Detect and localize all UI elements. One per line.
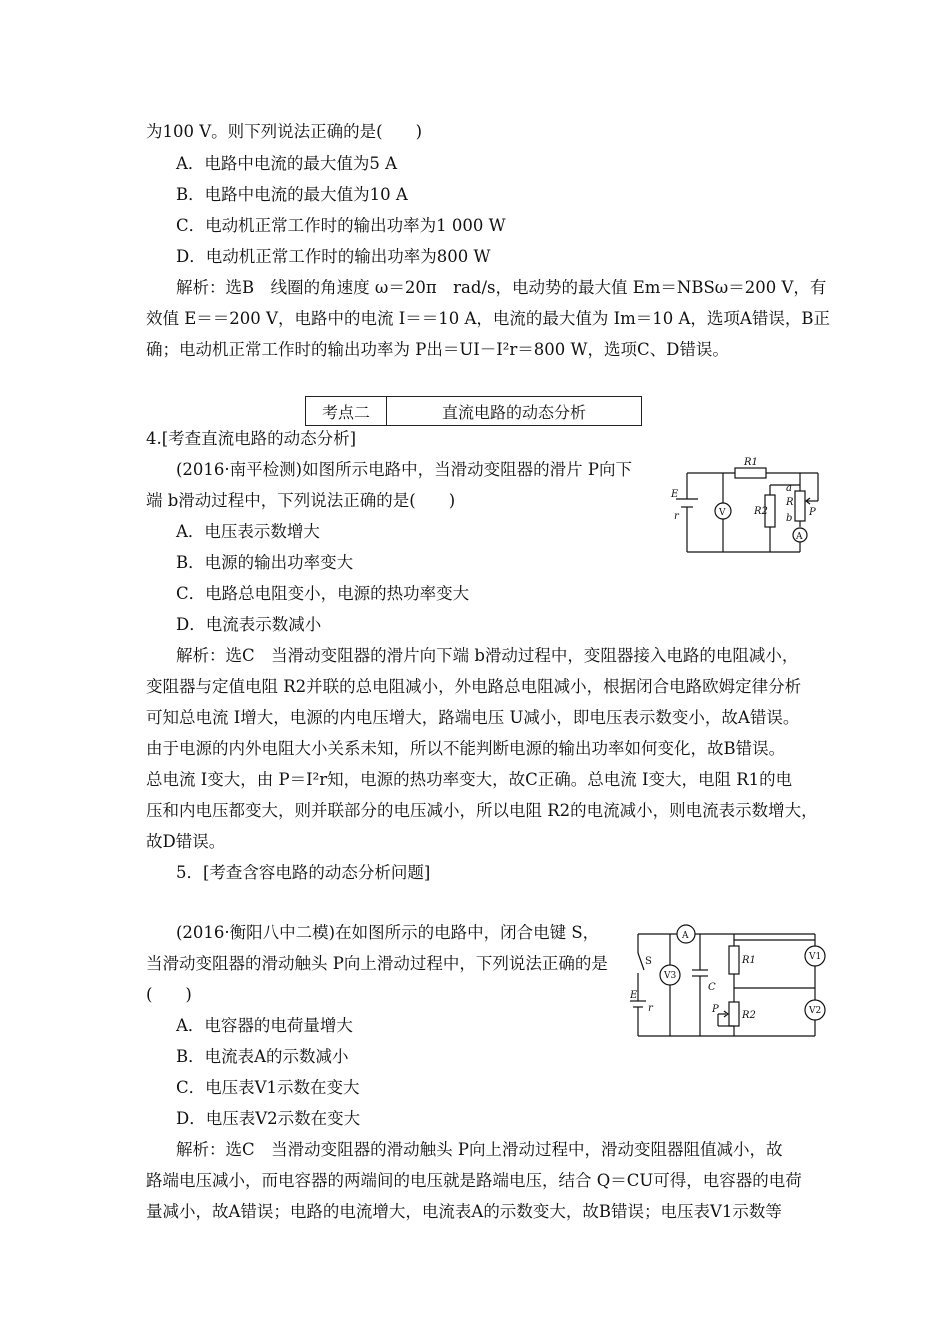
q4-label-r: R xyxy=(786,497,794,508)
q4-label-r2: R2 xyxy=(754,506,768,517)
q5-stem-line: (2016·衡阳八中二模)在如图所示的电路中，闭合电键 S， xyxy=(176,923,600,942)
q3-solution-line: 确；电动机正常工作时的输出功率为 P出＝UI－I²r＝800 W，选项C、D错误。 xyxy=(146,340,729,359)
q4-label-a: a xyxy=(786,483,792,494)
q4-label-p: P xyxy=(809,507,816,518)
q5-voltmeter-v3-label: V3 xyxy=(664,971,677,981)
q5-option-b: B．电流表A的示数减小 xyxy=(176,1047,349,1066)
q4-option-a: A．电压表示数增大 xyxy=(176,522,320,541)
q3-solution-line: 效值 E＝＝200 V，电路中的电流 I＝＝10 A，电流的最大值为 Im＝10 A，选项A错误，B正 xyxy=(146,309,830,328)
q4-option-c: C．电路总电阻变小，电源的热功率变大 xyxy=(176,584,470,603)
q5-solution-line: 量减小，故A错误；电路的电流增大，电流表A的示数变大，故B错误；电压表V1示数等 xyxy=(146,1202,782,1221)
q4-label-r-internal: r xyxy=(674,511,679,522)
q4-solution-line: 总电流 I变大，由 P＝I²r知，电源的热功率变大，故C正确。总电流 I变大，电阻 R1的电 xyxy=(146,770,793,789)
q5-voltmeter-v1-label: V1 xyxy=(809,952,822,962)
q5-label-switch: S xyxy=(645,956,652,967)
q4-solution-line: 解析：选C 当滑动变阻器的滑片向下端 b滑动过程中，变阻器接入电路的电阻减小， xyxy=(176,646,799,665)
q3-solution-line: 解析：选B 线圈的角速度 ω＝20π rad/s，电动势的最大值 Em＝NBSω＝200 V，有 xyxy=(176,278,827,297)
q4-solution-line: 故D错误。 xyxy=(146,832,226,851)
q5-solution-line: 路端电压减小，而电容器的两端间的电压就是路端电压，结合 Q＝CU可得，电容器的电荷 xyxy=(146,1171,802,1190)
q5-label-r1: R1 xyxy=(742,955,756,966)
q3-option-c: C．电动机正常工作时的输出功率为1 000 W xyxy=(176,216,506,235)
q4-solution-line: 由于电源的内外电阻大小关系未知，所以不能判断电源的输出功率如何变化，故B错误。 xyxy=(146,739,786,758)
q5-label-r-internal: r xyxy=(648,1003,653,1014)
q5-stem-line: ( ) xyxy=(146,985,192,1004)
q5-label-r2: R2 xyxy=(742,1010,756,1021)
q4-ammeter-label: A xyxy=(796,532,803,542)
q5-label-p: P xyxy=(712,1004,719,1015)
q5-option-a: A．电容器的电荷量增大 xyxy=(176,1016,353,1035)
q3-option-a: A．电路中电流的最大值为5 A xyxy=(176,154,398,173)
q3-stem-end: 为100 V。则下列说法正确的是( ) xyxy=(146,122,423,141)
q5-solution-line: 解析：选C 当滑动变阻器的滑动触头 P向上滑动过程中，滑动变阻器阻值减小，故 xyxy=(176,1140,783,1159)
q4-stem-line: 端 b滑动过程中，下列说法正确的是( ) xyxy=(146,491,456,510)
section-header xyxy=(305,396,642,426)
q4-solution-line: 变阻器与定值电阻 R2并联的总电阻减小，外电路总电阻减小，根据闭合电路欧姆定律分析 xyxy=(146,677,802,696)
q4-stem-line: (2016·南平检测)如图所示电路中，当滑动变阻器的滑片 P向下 xyxy=(176,460,632,479)
q4-option-d: D．电流表示数减小 xyxy=(176,615,322,634)
section-label: 考点二 xyxy=(306,397,387,425)
q4-label-r1: R1 xyxy=(744,457,758,468)
q5-label-e: E xyxy=(630,990,638,1001)
q4-option-b: B．电源的输出功率变大 xyxy=(176,553,354,572)
q5-circuit-diagram xyxy=(630,918,830,1046)
q5-option-d: D．电压表V2示数在变大 xyxy=(176,1109,361,1128)
q4-voltmeter-label: V xyxy=(719,508,726,518)
q5-ammeter-label: A xyxy=(682,931,689,941)
q4-solution-line: 可知总电流 I增大，电源的内电压增大，路端电压 U减小，即电压表示数变小，故A错误。 xyxy=(146,708,800,727)
q5-voltmeter-v2-label: V2 xyxy=(809,1006,822,1016)
q4-circuit-diagram xyxy=(670,455,840,560)
q5-stem-line: 当滑动变阻器的滑动触头 P向上滑动过程中，下列说法正确的是 xyxy=(146,954,608,973)
q4-solution-line: 压和内电压都变大，则并联部分的电压减小，所以电阻 R2的电流减小，则电流表示数增大， xyxy=(146,801,818,820)
q5-option-c: C．电压表V1示数在变大 xyxy=(176,1078,360,1097)
q3-option-d: D．电动机正常工作时的输出功率为800 W xyxy=(176,247,491,266)
section-title: 直流电路的动态分析 xyxy=(441,402,586,422)
q4-label-e: E xyxy=(671,489,679,500)
q4-label-b: b xyxy=(786,513,793,524)
q3-option-b: B．电路中电流的最大值为10 A xyxy=(176,185,408,204)
q5-heading: 5．[考查含容电路的动态分析问题] xyxy=(176,863,431,882)
q5-label-c: C xyxy=(708,982,716,993)
q4-heading: 4.[考查直流电路的动态分析] xyxy=(146,429,357,448)
